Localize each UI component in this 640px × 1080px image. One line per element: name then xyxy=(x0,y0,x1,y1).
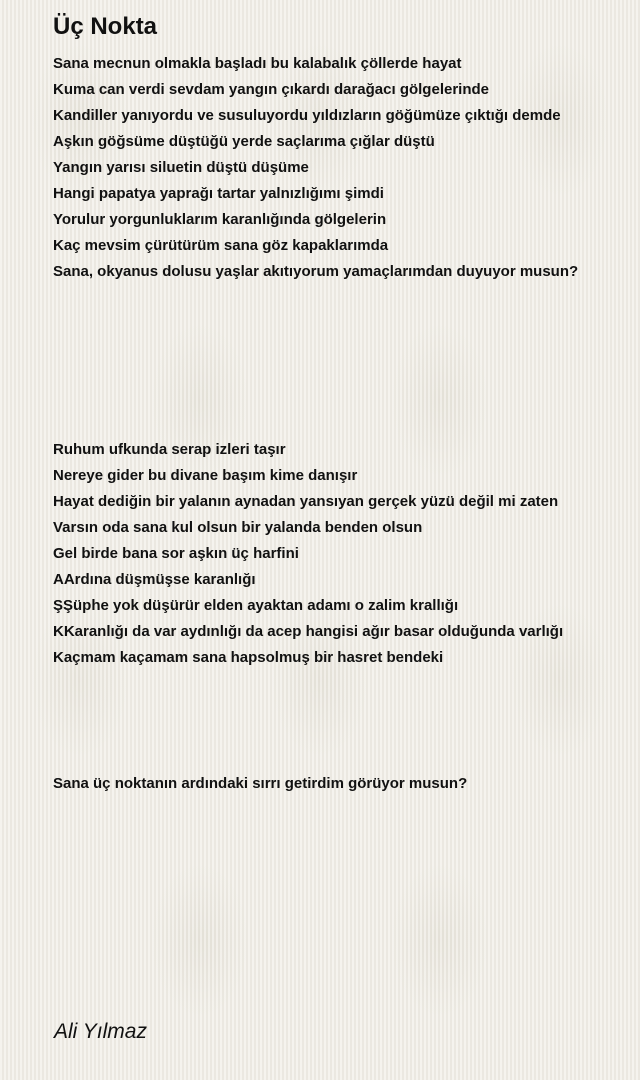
poem-line: Kuma can verdi sevdam yangın çıkardı darağacı gölgelerinde xyxy=(53,81,489,98)
poem-line: Aşkın göğsüme düştüğü yerde saçlarıma çığlar düştü xyxy=(53,133,435,150)
poem-stanza-3 xyxy=(53,771,467,797)
poem-line: Sana mecnun olmakla başladı bu kalabalık çöllerde hayat xyxy=(53,55,462,72)
poem-line: Sana üç noktanın ardındaki sırrı getirdim görüyor musun? xyxy=(53,775,468,792)
poem-line: Sana, okyanus dolusu yaşlar akıtıyorum yamaçlarımdan duyuyor musun? xyxy=(53,263,579,280)
poem-line: Hangi papatya yaprağı tartar yalnızlığımı şimdi xyxy=(53,185,384,202)
poem-line: Nereye gider bu divane başım kime danışır xyxy=(53,467,358,484)
poem-line: Yorulur yorgunluklarım karanlığında gölgelerin xyxy=(53,211,387,228)
poem-line: Kaçmam kaçamam sana hapsolmuş bir hasret bendeki xyxy=(53,649,444,666)
poem-author: Ali Yılmaz xyxy=(54,1020,147,1043)
poem-line: Gel birde bana sor aşkın üç harfini xyxy=(53,545,299,562)
poem-line: ŞŞüphe yok düşürür elden ayaktan adamı o zalim krallığı xyxy=(53,597,459,614)
poem-line: Ruhum ufkunda serap izleri taşır xyxy=(53,441,286,458)
poem-line: KKaranlığı da var aydınlığı da acep hangisi ağır basar olduğunda varlığı xyxy=(53,623,564,640)
poem-stanza-2 xyxy=(53,437,563,671)
poem-title: Üç Nokta xyxy=(53,13,158,40)
poem-line: Varsın oda sana kul olsun bir yalanda benden olsun xyxy=(53,519,423,536)
poem-line: Kaç mevsim çürütürüm sana göz kapaklarımda xyxy=(53,237,389,254)
poem-line: Kandiller yanıyordu ve susuluyordu yıldızların göğümüze çıktığı demde xyxy=(53,107,561,124)
poem-line: AArdına düşmüşse karanlığı xyxy=(53,571,256,588)
poem-line: Hayat dediğin bir yalanın aynadan yansıyan gerçek yüzü değil mi zaten xyxy=(53,493,559,510)
poem-stanza-1 xyxy=(53,51,578,285)
poem-line: Yangın yarısı siluetin düştü düşüme xyxy=(53,159,309,176)
